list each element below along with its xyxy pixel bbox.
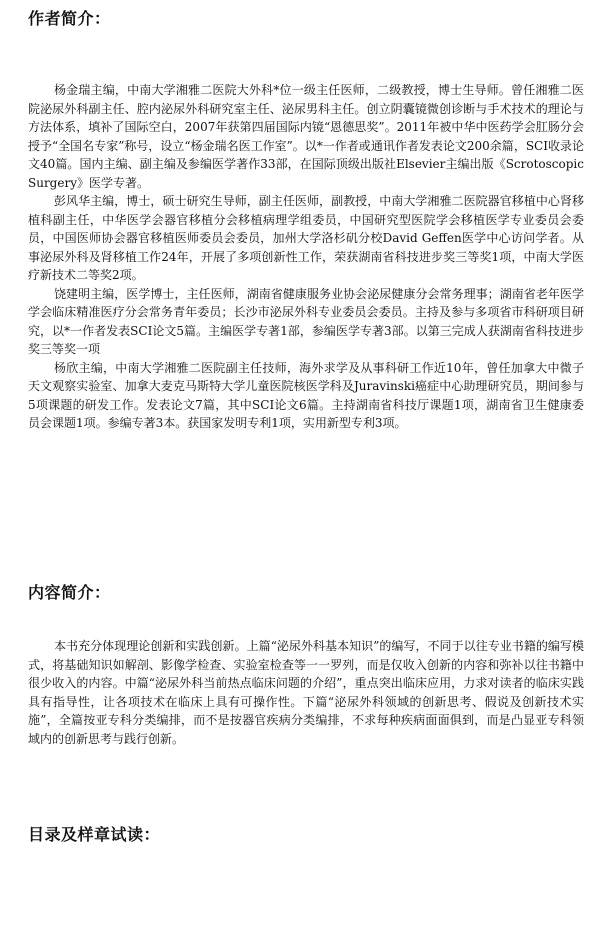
content-paragraph: 本书充分体现理论创新和实践创新。上篇“泌尿外科基本知识”的编写，不同于以往专业书籍的编写模式，将基础知识如解剖、影像学检查、实验室检查等一一罗列，而是仅收入创新的内容和弥补以往书籍中很少收入的内容。中篇“泌尿外科当前热点临床问题的介绍”，重点突出临床应用，力求对读者的临床实践具有指导性，让各项技术在临床上具有可操作性。下篇“泌尿外科领域的创新思考、假说及创新技术实施”，全篇按亚专科分类编排，而不是按器官疾病分类编排，不求每种疾病面面俱到，而是凸显亚专科领域内的创新思考与践行创新。	[28, 639, 584, 746]
author-paragraph-rao-jianming: 饶建明主编，医学博士，主任医师，湖南省健康服务业协会泌尿健康分会常务理事；湖南省老年医学学会临床精准医疗分会常务青年委员；长沙市泌尿外科专业委员会委员。主持及参与多项省市科研项目研究，以*一作者发表SCI论文5篇。主编医学专著1部，参编医学专著3部。以第三完成人获湖南省科技进步奖三等奖一项	[28, 286, 584, 356]
author-intro-heading: 作者简介：	[28, 9, 111, 28]
author-paragraph-yang-xin: 杨欣主编，中南大学湘雅二医院副主任技师，海外求学及从事科研工作近10年，曾任加拿大中微子天文观察实验室、加拿大麦克马斯特大学儿童医院核医学科及Juravinski癌症中心助理研究员，期间参与5项课题的研发工作。发表论文7篇，其中SCI论文6篇。主持湖南省科技厅课题1项，湖南省卫生健康委员会课题1项。参编专著3本。获国家发明专利1项，实用新型专利3项。	[28, 360, 584, 430]
toc-sample-heading: 目录及样章试读：	[28, 825, 161, 844]
content-intro-heading: 内容简介：	[28, 583, 111, 602]
author-intro-section	[28, 81, 584, 433]
author-paragraph-yang-jinrui: 杨金瑞主编，中南大学湘雅二医院大外科*位一级主任医师，二级教授，博士生导师。曾任湘雅二医院泌尿外科副主任、腔内泌尿外科研究室主任、泌尿男科主任。创立阴囊镜微创诊断与手术技术的理论与方法体系，填补了国际空白，2007年获第四届国际内镜“恩德思奖”。2011年被中华中医药学会肛肠分会授予“全国名专家”称号，设立“杨金瑞名医工作室”。以*一作者或通讯作者发表论文200余篇，SCI收录论文40篇。国内主编、副主编及参编医学著作33部，在国际顶级出版社Elsevier主编出版《Scrotoscopic Surgery》医学专著。	[28, 83, 584, 190]
author-paragraph-peng-fenghua: 彭风华主编，博士，硕士研究生导师，副主任医师，副教授，中南大学湘雅二医院器官移植中心肾移植科副主任，中华医学会器官移植分会移植病理学组委员，中国研究型医院学会移植医学专业委员会委员，中国医师协会器官移植医师委员会委员，加州大学洛杉矶分校David Geffen医学中心访问学者。从事泌尿外科及肾移植工作24年，开展了多项创新性工作，荣获湖南省科技进步奖三等奖1项，中南大学医疗新技术二等奖2项。	[28, 194, 584, 282]
content-intro-section	[28, 637, 584, 748]
